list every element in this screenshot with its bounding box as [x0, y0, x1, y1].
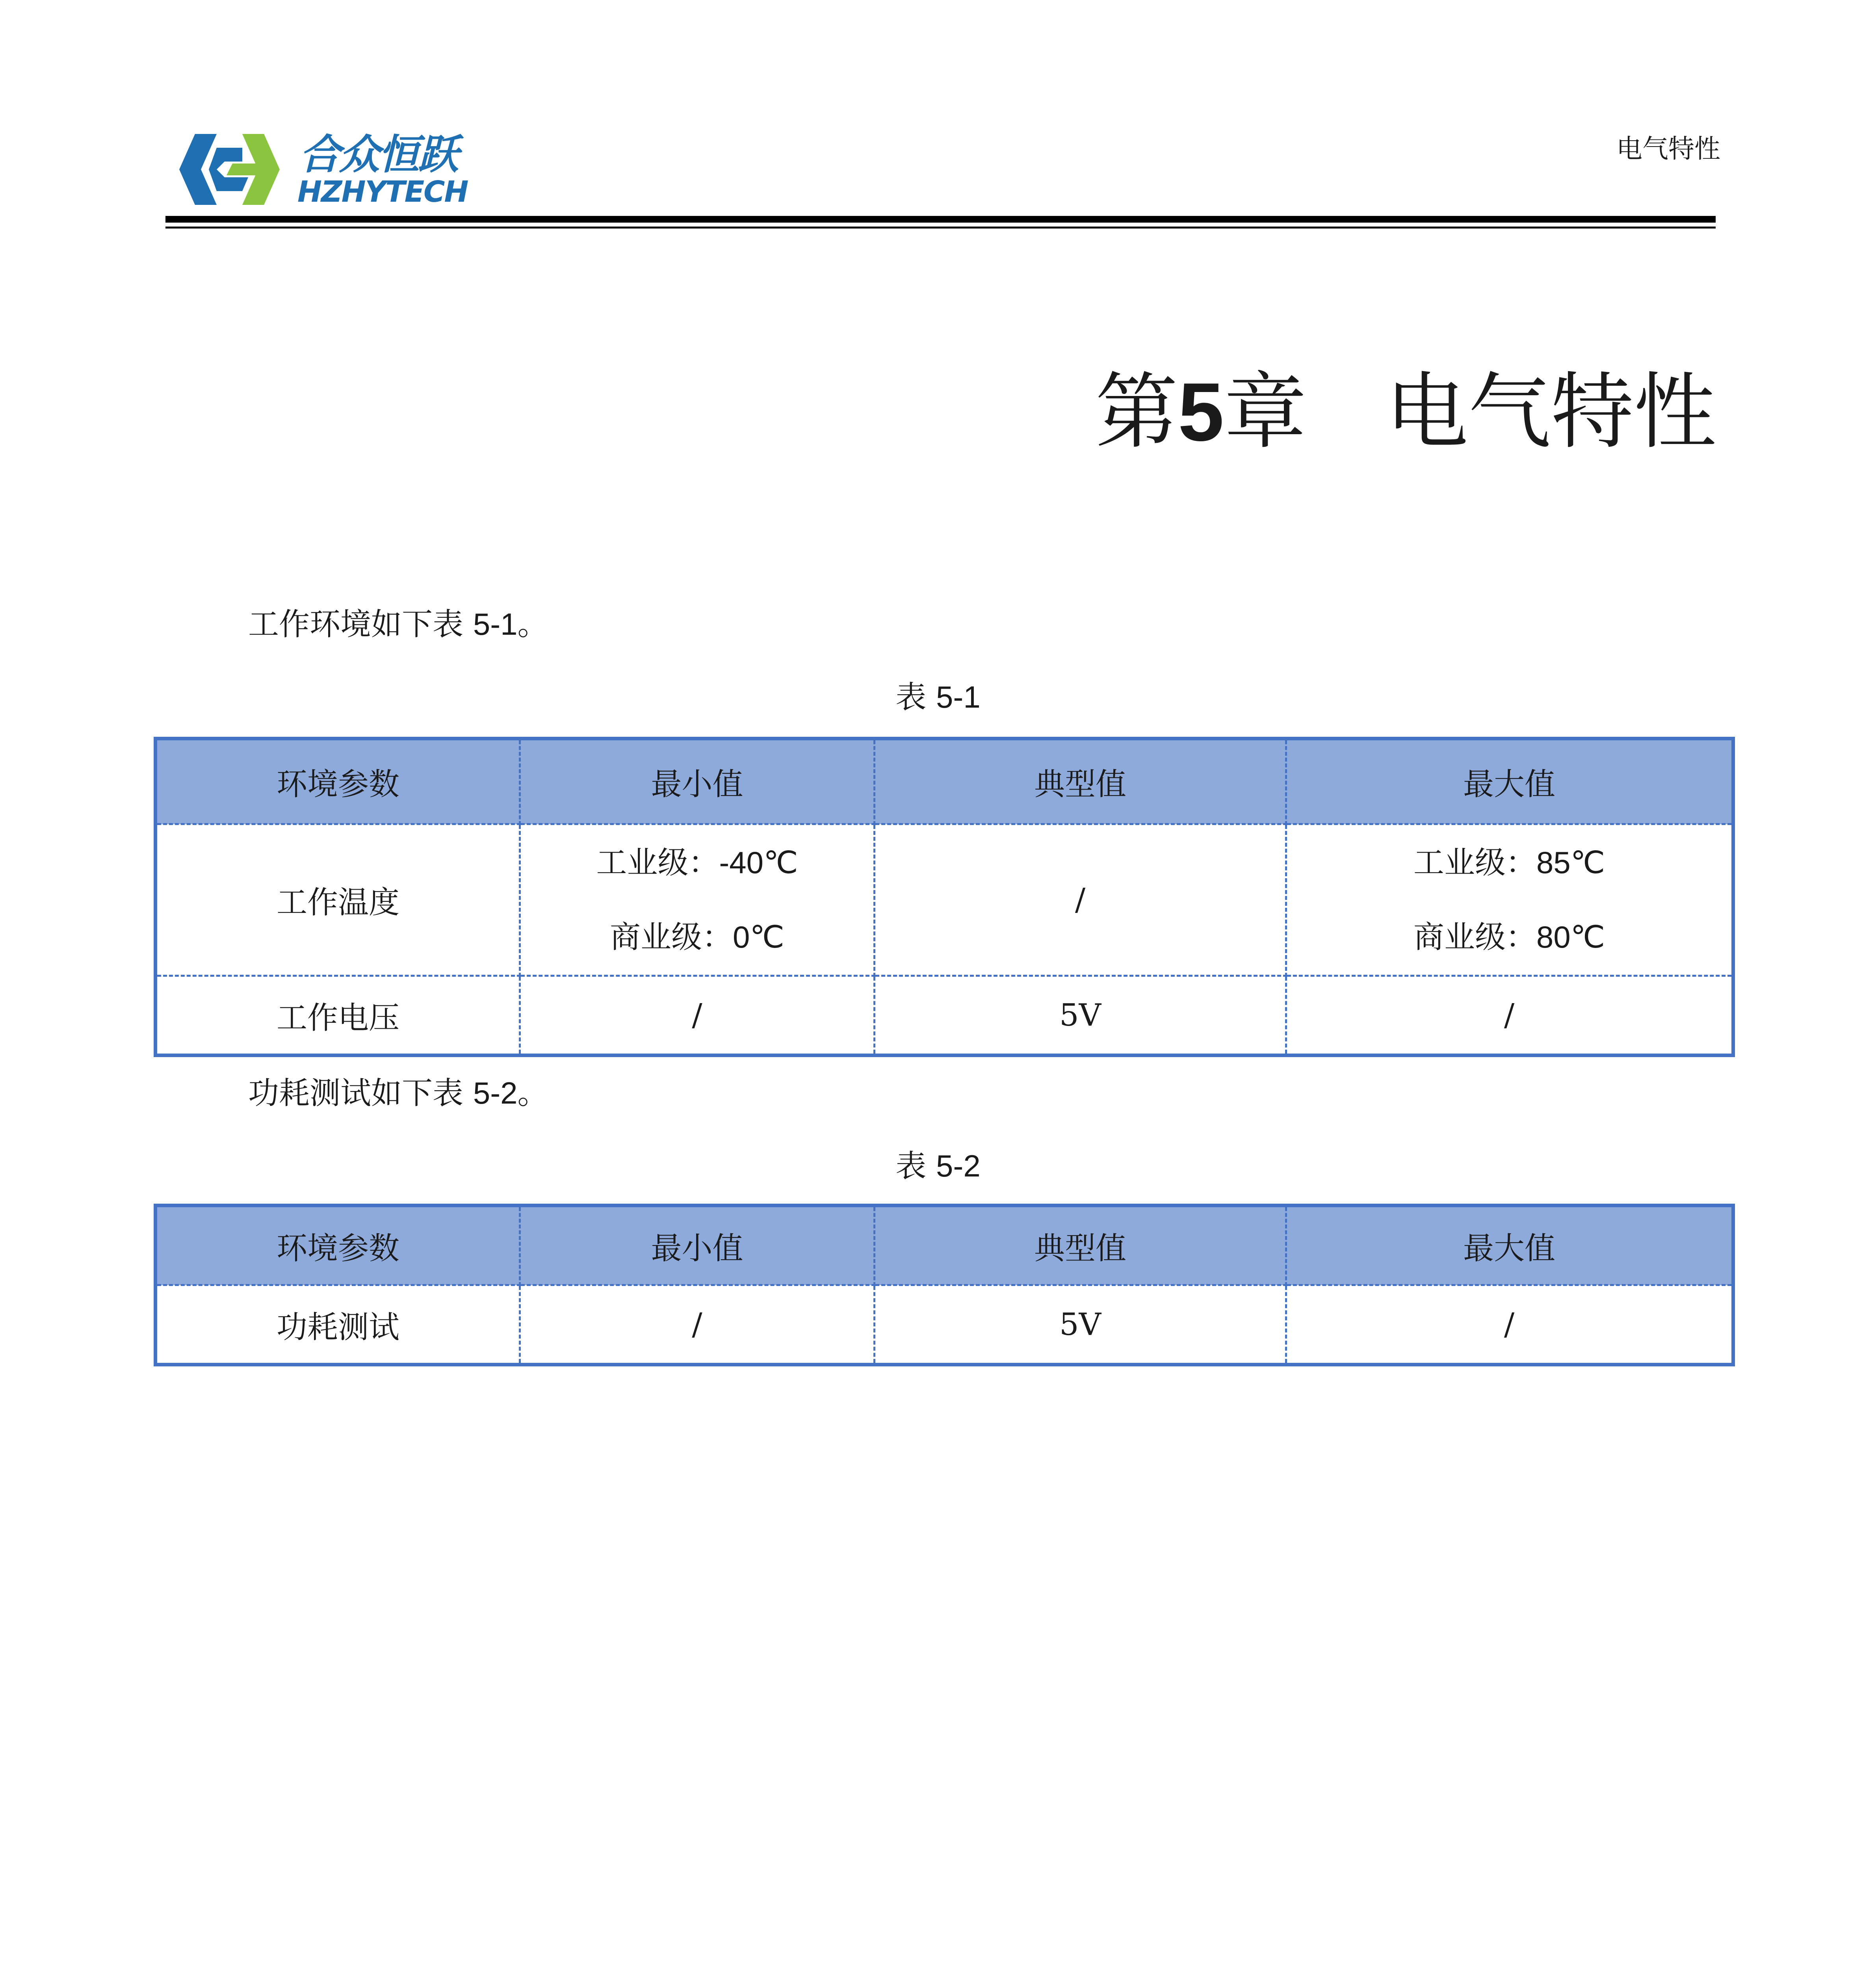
chapter-number: 5: [1178, 366, 1224, 458]
intro-1-ref: 5-1: [473, 607, 518, 641]
chapter-prefix: 第: [1095, 364, 1178, 460]
intro-1-text: 工作环境如下表: [248, 607, 464, 642]
chapter-title: [1095, 364, 1716, 460]
caption-5-2-num: 5-2: [936, 1149, 981, 1183]
cell-max-commercial: [1287, 922, 1731, 953]
cell-min-commercial: [521, 922, 873, 953]
cell-typ: 5V: [875, 976, 1286, 1056]
table-header-row: [156, 739, 1733, 824]
cell-min: /: [520, 1285, 875, 1365]
table-5-2-caption: [0, 1150, 1876, 1182]
header-section-title: 电气特性: [1616, 134, 1720, 164]
table-row: [156, 824, 1733, 976]
intro-1-end: 。: [517, 607, 548, 642]
grade-value: -40℃: [719, 845, 798, 880]
header-cell-typ: 典型值: [875, 739, 1286, 824]
header-cell-min: 最小值: [520, 739, 875, 824]
cell-max: /: [1286, 1285, 1733, 1365]
table-row: [156, 1285, 1733, 1365]
chapter-name: 电气特性: [1385, 364, 1716, 460]
table-5-1-caption: [0, 682, 1876, 713]
cell-typ: /: [875, 824, 1286, 976]
table-5-2: [154, 1204, 1735, 1366]
grade-label: 商业级：: [610, 920, 733, 955]
grade-label: 工业级：: [1413, 845, 1536, 881]
table-header-row: [156, 1206, 1733, 1285]
grade-value: 0℃: [733, 920, 784, 954]
logo-text-en: HZHYTECH: [297, 175, 468, 209]
header-cell-max: 最大值: [1286, 739, 1733, 824]
caption-5-2-prefix: 表: [895, 1149, 927, 1184]
header-rule: [165, 216, 1716, 223]
header-cell-max: 最大值: [1286, 1206, 1733, 1285]
intro-2-end: 。: [517, 1076, 548, 1111]
grade-value: 85℃: [1536, 845, 1605, 880]
intro-paragraph-1: [248, 609, 548, 640]
grade-label: 工业级：: [596, 845, 719, 881]
cell-min: /: [520, 976, 875, 1056]
intro-paragraph-2: [248, 1078, 548, 1109]
chapter-suffix: 章: [1224, 364, 1307, 460]
caption-5-1-prefix: 表: [895, 680, 927, 715]
table-row: [156, 976, 1733, 1056]
header-cell-param: 环境参数: [156, 1206, 520, 1285]
company-logo: [179, 130, 471, 209]
cell-param: 功耗测试: [156, 1285, 520, 1365]
table-5-1: [154, 737, 1735, 1057]
intro-2-text: 功耗测试如下表: [248, 1076, 464, 1111]
cell-max-industrial: [1287, 845, 1731, 881]
grade-label: 商业级：: [1413, 920, 1536, 955]
cell-param: 工作电压: [156, 976, 520, 1056]
logo-mark-icon: [179, 130, 293, 209]
cell-max: /: [1286, 976, 1733, 1056]
header-cell-typ: 典型值: [875, 1206, 1286, 1285]
logo-text-cn: 合众恒跃: [299, 130, 457, 178]
header-rule-thin: [165, 227, 1716, 229]
grade-value: 80℃: [1536, 920, 1605, 954]
cell-param: 工作温度: [156, 824, 520, 976]
cell-min: [520, 824, 875, 976]
cell-min-industrial: [521, 845, 873, 881]
header-cell-min: 最小值: [520, 1206, 875, 1285]
intro-2-ref: 5-2: [473, 1076, 518, 1110]
cell-typ: 5V: [875, 1285, 1286, 1365]
cell-max: [1286, 824, 1733, 976]
header-cell-param: 环境参数: [156, 739, 520, 824]
caption-5-1-num: 5-1: [936, 680, 981, 714]
